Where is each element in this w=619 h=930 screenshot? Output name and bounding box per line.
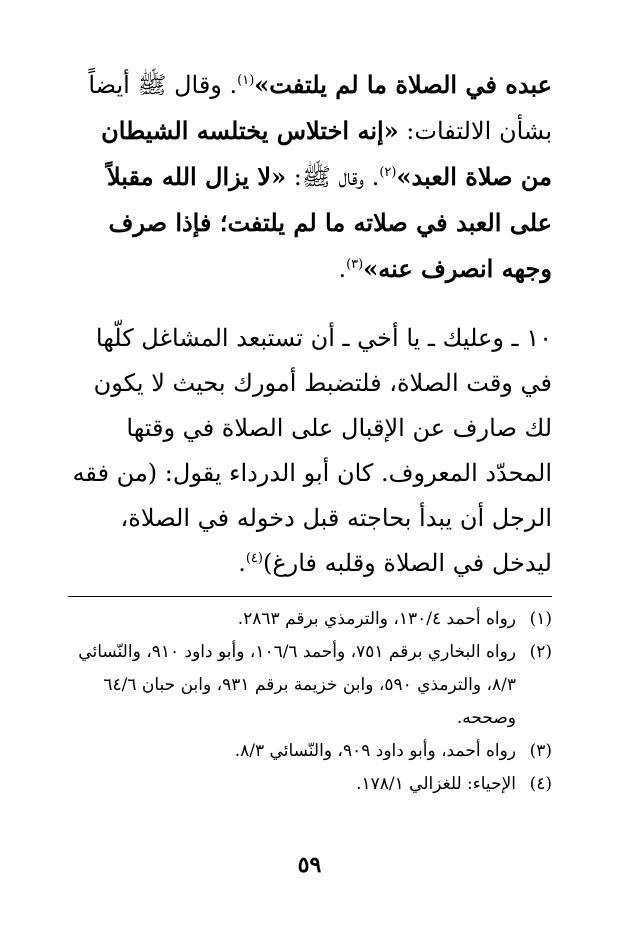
footnote-3	[72, 735, 552, 768]
footnote-text: رواه البخاري برقم ٧٥١، وأحمد ١٠٦/٦، وأبو داود ٩١٠، والنّسائي ٨/٣، والترمذي ٥٩٠، وابن خزيمة برقم ٩٣١، وابن حبان ٦٤/٦ وصححه.	[78, 642, 516, 728]
footnote-text: رواه أحمد ١٣٠/٤، والترمذي برقم ٢٨٦٣.	[237, 609, 516, 629]
footnote-number: (١)	[529, 609, 552, 629]
page-body	[72, 62, 552, 586]
narration-text-1: . وقال ﷺ أيضاً بشأن الالتفات:	[88, 71, 552, 145]
footnote-number: (٣)	[529, 741, 552, 761]
hadith-text-3: «لا يزال الله مقبلاً على العبد في صلاته ما لم يلتفت؛ فإذا صرف وجهه انصرف عنه»	[106, 162, 552, 283]
footnote-2	[72, 636, 552, 735]
footnote-4	[72, 768, 552, 801]
footnote-ref-1: (١)	[237, 73, 255, 88]
paragraph-1-end: .	[338, 255, 347, 283]
paragraph-2-end: .	[238, 549, 246, 577]
hadith-text-2: «إنه اختلاس يختلسه الشيطان من صلاة العبد»	[101, 116, 552, 191]
paragraph-2	[72, 316, 552, 586]
footnote-ref-3: (٣)	[346, 257, 364, 272]
paragraph-1	[72, 62, 552, 292]
footnote-number: (٢)	[529, 642, 552, 662]
footnotes	[72, 603, 552, 801]
footnote-text: الإحياء: للغزالي ١٧٨/١.	[356, 774, 516, 794]
page-number: ٥٩	[297, 852, 322, 878]
footnote-number: (٤)	[529, 774, 552, 794]
hadith-text-1: عبده في الصلاة ما لم يلتفت»	[254, 70, 552, 99]
footnote-text: رواه أحمد، وأبو داود ٩٠٩، والنّسائي ٨/٣.	[234, 741, 516, 761]
narration-text-2: . وقال ﷺ:	[286, 163, 380, 191]
footnote-ref-4: (٤)	[245, 551, 263, 566]
footnote-ref-2: (٢)	[379, 165, 397, 180]
footnote-divider	[68, 596, 552, 597]
footnote-1	[72, 603, 552, 636]
paragraph-2-text: ١٠ ـ وعليك ـ يا أخي ـ أن تستبعد المشاغل كلّها في وقت الصلاة، فلتضبط أمورك بحيث لا يكون لك صارف عن الإقبال على الصلاة في وقتها المحدّد المعروف. كان أبو الدرداء يقول: (من فقه الرجل أن يبدأ بحاجته قبل دخوله في الصلاة، ليدخل في الصلاة وقلبه فارغ)	[72, 324, 552, 577]
